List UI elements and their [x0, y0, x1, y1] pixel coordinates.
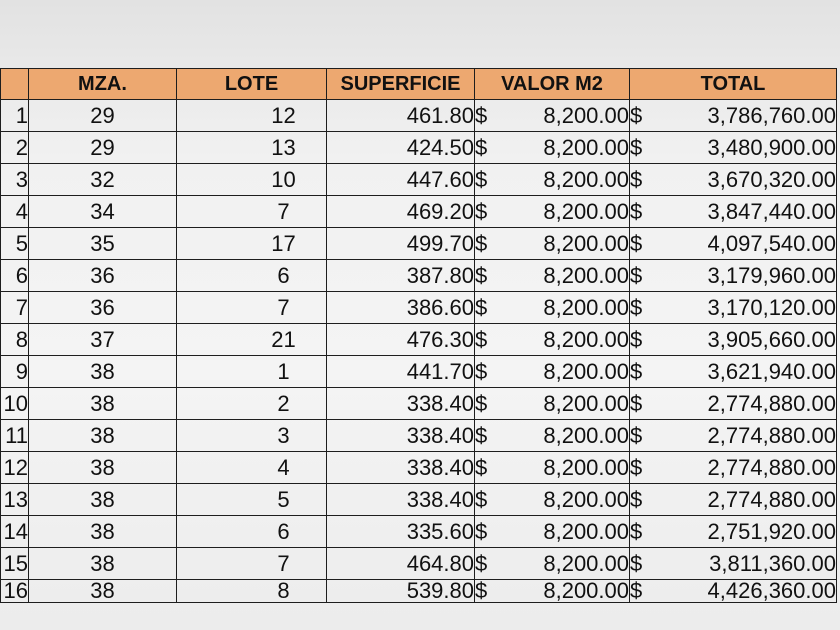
cell-total	[630, 196, 837, 228]
cell-mza: 38	[29, 548, 177, 580]
currency-symbol: $	[475, 454, 488, 480]
cell-lote: 13	[177, 132, 327, 164]
row-number: 2	[1, 132, 29, 164]
header-row	[1, 69, 837, 100]
cell-mza: 37	[29, 324, 177, 356]
amount: 2,774,880.00	[707, 486, 836, 512]
amount: 3,811,360.00	[709, 550, 836, 576]
currency-symbol: $	[630, 230, 643, 256]
row-number: 7	[1, 292, 29, 324]
cell-lote: 4	[177, 452, 327, 484]
corner-cell	[1, 69, 29, 100]
cell-mza: 38	[29, 516, 177, 548]
table-row	[1, 484, 837, 516]
cell-lote: 8	[177, 580, 327, 603]
row-number: 9	[1, 356, 29, 388]
cell-superficie: 464.80	[327, 548, 475, 580]
cell-superficie: 338.40	[327, 388, 475, 420]
currency-symbol: $	[630, 518, 643, 544]
row-number: 12	[1, 452, 29, 484]
row-number: 13	[1, 484, 29, 516]
table-row	[1, 452, 837, 484]
cell-lote: 1	[177, 356, 327, 388]
lot-price-table	[0, 68, 837, 603]
amount: 8,200.00	[543, 579, 629, 603]
currency-symbol: $	[630, 550, 643, 576]
cell-valor-m2	[475, 260, 630, 292]
table-row	[1, 260, 837, 292]
cell-mza: 38	[29, 452, 177, 484]
cell-superficie: 338.40	[327, 452, 475, 484]
currency-symbol: $	[475, 294, 488, 320]
currency-symbol: $	[475, 486, 488, 512]
amount: 8,200.00	[543, 102, 629, 128]
table-row	[1, 100, 837, 132]
cell-superficie: 424.50	[327, 132, 475, 164]
cell-total	[630, 484, 837, 516]
currency-symbol: $	[475, 550, 488, 576]
currency-symbol: $	[475, 390, 488, 416]
cell-valor-m2	[475, 388, 630, 420]
amount: 3,847,440.00	[707, 198, 836, 224]
cell-superficie: 335.60	[327, 516, 475, 548]
cell-lote: 21	[177, 324, 327, 356]
amount: 3,786,760.00	[707, 102, 836, 128]
cell-valor-m2	[475, 580, 630, 603]
currency-symbol: $	[475, 358, 488, 384]
cell-total	[630, 580, 837, 603]
cell-mza: 32	[29, 164, 177, 196]
cell-superficie: 338.40	[327, 484, 475, 516]
cell-mza: 35	[29, 228, 177, 260]
amount: 8,200.00	[543, 230, 629, 256]
cell-valor-m2	[475, 196, 630, 228]
amount: 8,200.00	[543, 390, 629, 416]
table-row	[1, 324, 837, 356]
currency-symbol: $	[475, 102, 488, 128]
cell-lote: 10	[177, 164, 327, 196]
cell-lote: 7	[177, 548, 327, 580]
cell-superficie: 461.80	[327, 100, 475, 132]
amount: 8,200.00	[543, 166, 629, 192]
amount: 3,621,940.00	[707, 358, 836, 384]
currency-symbol: $	[630, 390, 643, 416]
cell-superficie: 499.70	[327, 228, 475, 260]
table-row	[1, 292, 837, 324]
currency-symbol: $	[630, 486, 643, 512]
cell-valor-m2	[475, 100, 630, 132]
table-row	[1, 132, 837, 164]
currency-symbol: $	[475, 326, 488, 352]
currency-symbol: $	[475, 230, 488, 256]
amount: 4,426,360.00	[707, 579, 836, 603]
row-number: 1	[1, 100, 29, 132]
cell-mza: 38	[29, 580, 177, 603]
cell-superficie: 387.80	[327, 260, 475, 292]
row-number: 5	[1, 228, 29, 260]
table-row	[1, 548, 837, 580]
cell-total	[630, 164, 837, 196]
row-number: 14	[1, 516, 29, 548]
amount: 8,200.00	[543, 294, 629, 320]
amount: 8,200.00	[543, 134, 629, 160]
table-row	[1, 580, 837, 603]
currency-symbol: $	[630, 134, 643, 160]
cell-mza: 29	[29, 132, 177, 164]
cell-total	[630, 324, 837, 356]
cell-valor-m2	[475, 324, 630, 356]
cell-mza: 36	[29, 260, 177, 292]
amount: 8,200.00	[543, 486, 629, 512]
row-number: 3	[1, 164, 29, 196]
currency-symbol: $	[630, 422, 643, 448]
header-total: TOTAL	[630, 69, 837, 100]
row-number: 16	[1, 580, 29, 603]
cell-superficie: 539.80	[327, 580, 475, 603]
header-valor-m2: VALOR M2	[475, 69, 630, 100]
amount: 2,751,920.00	[707, 518, 836, 544]
amount: 8,200.00	[543, 262, 629, 288]
cell-mza: 34	[29, 196, 177, 228]
table-row	[1, 228, 837, 260]
cell-mza: 36	[29, 292, 177, 324]
cell-lote: 3	[177, 420, 327, 452]
currency-symbol: $	[630, 198, 643, 224]
cell-total	[630, 292, 837, 324]
cell-superficie: 476.30	[327, 324, 475, 356]
amount: 4,097,540.00	[707, 230, 836, 256]
currency-symbol: $	[630, 326, 643, 352]
currency-symbol: $	[475, 262, 488, 288]
currency-symbol: $	[475, 579, 488, 603]
cell-valor-m2	[475, 164, 630, 196]
cell-total	[630, 228, 837, 260]
cell-total	[630, 388, 837, 420]
currency-symbol: $	[630, 294, 643, 320]
amount: 8,200.00	[543, 358, 629, 384]
cell-lote: 7	[177, 196, 327, 228]
currency-symbol: $	[630, 454, 643, 480]
table-row	[1, 356, 837, 388]
cell-lote: 17	[177, 228, 327, 260]
cell-total	[630, 132, 837, 164]
table-body	[1, 100, 837, 603]
currency-symbol: $	[475, 198, 488, 224]
currency-symbol: $	[475, 518, 488, 544]
cell-total	[630, 356, 837, 388]
header-lote: LOTE	[177, 69, 327, 100]
cell-total	[630, 516, 837, 548]
currency-symbol: $	[630, 166, 643, 192]
amount: 8,200.00	[543, 454, 629, 480]
cell-total	[630, 452, 837, 484]
table-row	[1, 420, 837, 452]
amount: 3,170,120.00	[707, 294, 836, 320]
cell-valor-m2	[475, 356, 630, 388]
cell-lote: 2	[177, 388, 327, 420]
amount: 3,670,320.00	[707, 166, 836, 192]
row-number: 15	[1, 548, 29, 580]
currency-symbol: $	[630, 579, 643, 603]
table-row	[1, 388, 837, 420]
amount: 8,200.00	[543, 326, 629, 352]
cell-lote: 5	[177, 484, 327, 516]
currency-symbol: $	[475, 166, 488, 192]
cell-total	[630, 260, 837, 292]
cell-lote: 6	[177, 260, 327, 292]
cell-mza: 38	[29, 388, 177, 420]
cell-total	[630, 100, 837, 132]
cell-superficie: 338.40	[327, 420, 475, 452]
cell-superficie: 447.60	[327, 164, 475, 196]
currency-symbol: $	[630, 102, 643, 128]
currency-symbol: $	[475, 134, 488, 160]
currency-symbol: $	[475, 422, 488, 448]
amount: 2,774,880.00	[707, 390, 836, 416]
cell-total	[630, 420, 837, 452]
row-number: 6	[1, 260, 29, 292]
row-number: 10	[1, 388, 29, 420]
cell-mza: 29	[29, 100, 177, 132]
header-mza: MZA.	[29, 69, 177, 100]
cell-lote: 7	[177, 292, 327, 324]
amount: 3,905,660.00	[707, 326, 836, 352]
cell-lote: 6	[177, 516, 327, 548]
cell-mza: 38	[29, 484, 177, 516]
table-row	[1, 516, 837, 548]
row-number: 11	[1, 420, 29, 452]
cell-valor-m2	[475, 420, 630, 452]
cell-total	[630, 548, 837, 580]
cell-superficie: 386.60	[327, 292, 475, 324]
cell-valor-m2	[475, 132, 630, 164]
row-number: 4	[1, 196, 29, 228]
amount: 8,200.00	[543, 518, 629, 544]
cell-valor-m2	[475, 548, 630, 580]
table-row	[1, 196, 837, 228]
row-number: 8	[1, 324, 29, 356]
amount: 8,200.00	[543, 198, 629, 224]
cell-valor-m2	[475, 292, 630, 324]
cell-valor-m2	[475, 452, 630, 484]
cell-valor-m2	[475, 228, 630, 260]
amount: 8,200.00	[543, 422, 629, 448]
amount: 8,200.00	[543, 550, 629, 576]
cell-mza: 38	[29, 356, 177, 388]
cell-superficie: 469.20	[327, 196, 475, 228]
currency-symbol: $	[630, 262, 643, 288]
cell-mza: 38	[29, 420, 177, 452]
header-superficie: SUPERFICIE	[327, 69, 475, 100]
cell-valor-m2	[475, 484, 630, 516]
cell-valor-m2	[475, 516, 630, 548]
amount: 2,774,880.00	[707, 422, 836, 448]
amount: 2,774,880.00	[707, 454, 836, 480]
amount: 3,480,900.00	[707, 134, 836, 160]
amount: 3,179,960.00	[707, 262, 836, 288]
cell-lote: 12	[177, 100, 327, 132]
table-row	[1, 164, 837, 196]
currency-symbol: $	[630, 358, 643, 384]
cell-superficie: 441.70	[327, 356, 475, 388]
